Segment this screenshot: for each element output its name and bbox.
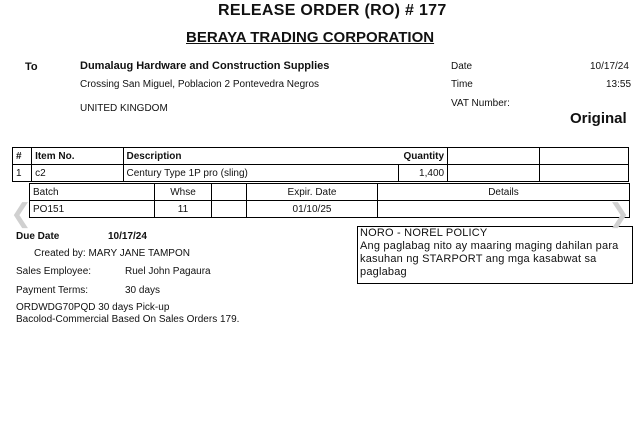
items-header-row [13, 148, 629, 165]
due-date-value: 10/17/24 [108, 231, 147, 242]
vat-label: VAT Number: [451, 98, 510, 109]
col-qty-header: Quantity [399, 148, 448, 165]
time-value: 13:55 [606, 79, 632, 90]
row-desc: Century Type 1P pro (sling) [123, 165, 399, 182]
remarks-line-2: Bacolod-Commercial Based On Sales Orders 179. [16, 314, 240, 325]
items-table [12, 147, 629, 182]
copy-type: Original [570, 110, 627, 127]
payment-terms-value: 30 days [125, 285, 161, 296]
table-row [13, 165, 629, 182]
customer-name: Dumalaug Hardware and Construction Supplies [80, 60, 330, 72]
remarks-line-1: ORDWDG70PQD 30 days Pick-up [16, 302, 170, 313]
sales-employee-value: Ruel John Pagaura [125, 266, 211, 277]
col-num-header: # [13, 148, 32, 165]
sales-employee-label: Sales Employee: [16, 266, 92, 277]
due-date-label: Due Date [16, 231, 60, 242]
table-row [30, 201, 630, 218]
col-batch-header: Batch [30, 184, 155, 201]
col-expir-header: Expir. Date [247, 184, 378, 201]
col-details-header: Details [378, 184, 630, 201]
col-item-header: Item No. [32, 148, 123, 165]
expir-value: 01/10/25 [247, 201, 378, 218]
customer-address: Crossing San Miguel, Poblacion 2 Pontevedra Negros [80, 79, 320, 90]
details-value [378, 201, 630, 218]
document-title: RELEASE ORDER (RO) # 177 [218, 2, 447, 19]
company-name: BERAYA TRADING CORPORATION [186, 29, 435, 46]
batch-value: PO151 [30, 201, 155, 218]
policy-text: Ang paglabag nito ay maaring maging dahilan para kasuhan ng STARPORT ang mga kasabwat sa paglabag [360, 240, 619, 278]
created-by: Created by: MARY JANE TAMPON [34, 248, 190, 259]
to-label: To [25, 61, 38, 73]
customer-country: UNITED KINGDOM [80, 103, 168, 114]
chevron-left-icon[interactable]: ❮ [10, 198, 32, 228]
time-label: Time [451, 79, 473, 90]
date-label: Date [451, 61, 473, 72]
chevron-right-icon[interactable]: ❯ [608, 198, 630, 228]
date-value: 10/17/24 [590, 61, 629, 72]
row-qty: 1,400 [399, 165, 448, 182]
batch-table [29, 183, 630, 218]
col-desc-header: Description [123, 148, 399, 165]
whse-value: 11 [155, 201, 212, 218]
policy-title: NORO - NOREL POLICY [360, 227, 488, 239]
row-item: c2 [32, 165, 123, 182]
batch-header-row [30, 184, 630, 201]
col-whse-header: Whse [155, 184, 212, 201]
policy-box [357, 226, 633, 284]
row-num: 1 [13, 165, 32, 182]
payment-terms-label: Payment Terms: [16, 285, 89, 296]
